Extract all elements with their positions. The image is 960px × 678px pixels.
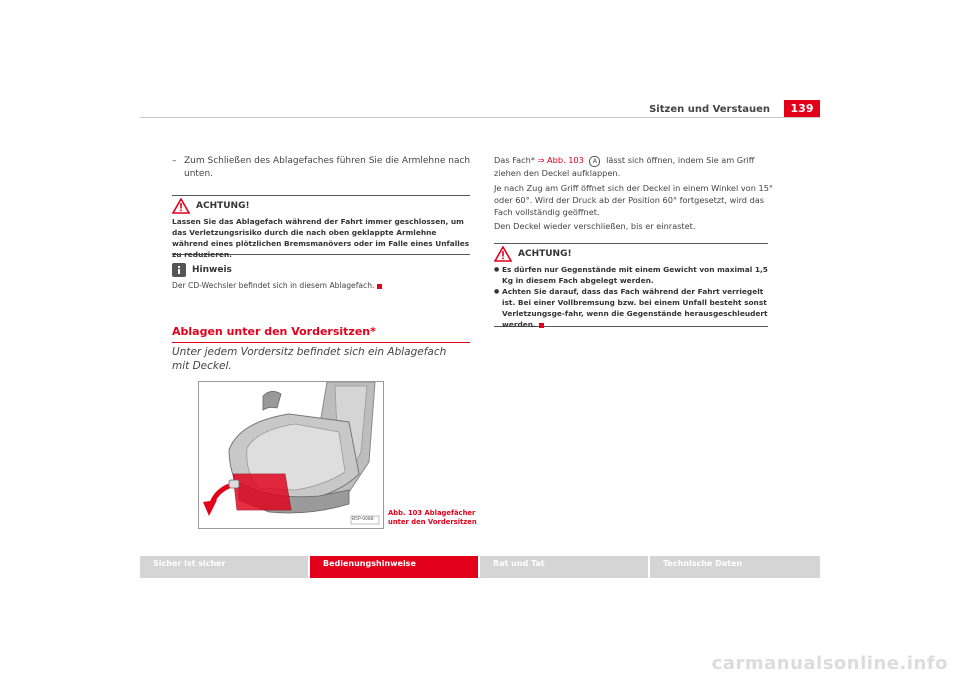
warning-header [172,196,470,216]
p1-end: lässt sich öffnen, indem Sie am Griff ziehen den Deckel aufklappen. [494,155,755,178]
warning-header-right [494,244,768,264]
footer-tab-rat[interactable]: Rat und Tat [493,559,545,568]
seat-storage-illustration [199,382,383,528]
footer-divider [648,556,650,578]
right-paragraph-2: Je nach Zug am Griff öffnet sich der Deckel in einem Winkel von 15° oder 60°. Wird der Druck ab der Position 60° fortgesetzt, wird das Fach vollständig geöffnet. [494,183,773,217]
warning-box-right [494,243,768,327]
warning-box-left [172,195,470,259]
instruction-step [172,155,472,181]
footer-tab-sicher[interactable]: Sicher ist sicher [153,559,226,568]
step-dash: – [172,156,177,166]
note-block [172,263,470,292]
page-number: 139 [784,100,820,118]
caption-line-1: Abb. 103 Ablagefächer [388,509,476,517]
footer-divider [308,556,310,578]
warning-triangle-icon [494,246,512,262]
section-title: Ablagen unter den Vordersitzen* [172,325,470,343]
figure-code: B5P-0088 [352,517,374,522]
seat-figure [198,381,384,529]
warning-bullet-2: ● Achten Sie darauf, dass das Fach während der Fahrt verriegelt ist. Bei einer Vollbremsung bzw. bei einem Unfall besteht sonst Verletzungsge-fahr, wenn die Gegenstände herausgeschleudert werden. [494,286,768,330]
footer-divider [478,556,480,578]
warning-triangle-icon [172,198,190,214]
warning-bullet-1: ● Es dürfen nur Gegenstände mit einem Gewicht von maximal 1,5 Kg in diesem Fach abgelegt werden. [494,264,768,286]
p1-start: Das Fach* [494,155,535,165]
figure-caption [388,509,477,526]
footer-nav [140,556,820,578]
header-rule [140,117,820,118]
footer-tab-bedienung[interactable]: Bedienungshinweise [310,556,478,578]
footer-tab-technik[interactable]: Technische Daten [663,559,743,568]
section-intro: Unter jedem Vordersitz befindet sich ein Ablagefach mit Deckel. [172,346,447,372]
caption-line-2: unter den Vordersitzen [388,517,477,526]
handle-icon [229,480,239,488]
page-title: Sitzen und Verstauen [649,104,770,115]
figure-reference-link[interactable]: ⇒ Abb. 103 [537,155,584,165]
info-note-icon [172,263,186,277]
end-marker-icon [539,323,544,328]
watermark-logo: carmanualsonline.info [711,653,948,674]
right-paragraph-3: Den Deckel wieder verschließen, bis er einrastet. [494,221,696,231]
step-text: Zum Schließen des Ablagefaches führen Sie die Armlehne nach unten. [184,156,471,179]
end-marker-icon [377,284,382,289]
warning-body-right [494,264,768,330]
warning-title-right: ACHTUNG! [518,249,572,259]
warning-title: ACHTUNG! [196,201,250,211]
warning-body: Lassen Sie das Ablagefach während der Fahrt immer geschlossen, um das Verletzungsrisiko durch die nach oben geklappte Armlehne während eines plötzlichen Bremsmanövers oder im Falle eines Unfalles zu reduzieren. [172,217,470,259]
marker-a: A [589,156,600,167]
note-title: Hinweis [192,265,232,275]
note-body: Der CD-Wechsler befindet sich in diesem Ablagefach. [172,281,375,290]
right-paragraph-1 [494,154,784,179]
